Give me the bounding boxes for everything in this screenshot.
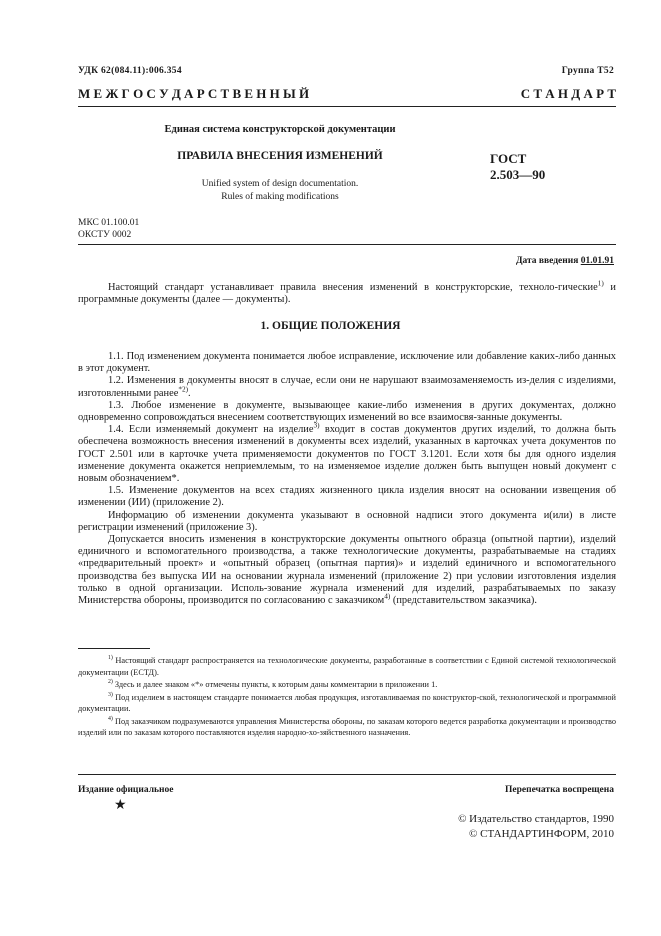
clause-1-5-info: Информацию об изменении документа указывают в основной надписи этого документа и(или) в листе регистрации изменений (приложение 3). [78, 509, 616, 533]
intro-date-label: Дата введения [515, 256, 579, 266]
intro-paragraph [78, 279, 616, 306]
title-rule [78, 244, 616, 245]
clause-1-2 [78, 375, 616, 399]
footnote-text: Здесь и далее знаком «*» отмечены пункты, к которым даны комментарии в приложении 1. [112, 680, 438, 689]
intro-date [516, 256, 614, 266]
footnote-ref: *2) [178, 385, 189, 394]
clause-1-2-text: 1.2. Изменения в документы вносят в случае, если они не нарушают взаимозаменяемость из-делия с изделиями, изготовленными ранее [78, 375, 616, 399]
header-rule [78, 106, 616, 107]
copyright-2010: © СТАНДАРТИНФОРМ, 2010 [469, 828, 614, 840]
clause-1-1: 1.1. Под изменением документа понимается любое исправление, исключение или добавление каких-либо данных в этот документ. [78, 351, 616, 375]
footnote-ref: 3) [313, 421, 320, 430]
clause-1-4 [78, 421, 616, 485]
standard-type [78, 86, 616, 102]
footnote-ref: 4) [384, 592, 391, 601]
english-title [0, 178, 560, 204]
clause-1-5-journal [78, 534, 616, 607]
footnote-mark: 2) [108, 679, 113, 686]
classification-codes [78, 217, 139, 241]
footnote-mark: 4) [108, 715, 113, 722]
intro-text: Настоящий стандарт устанавливает правила внесения изменений в конструкторские, техноло-гические [108, 282, 598, 293]
mks-code: МКС 01.100.01 [78, 218, 140, 228]
footnote-text: Под заказчиком подразумеваются управления Министерства обороны, по заказам которого ведется разработка документации и производство изделий или по заказам которого поставляются изделия народно-хо-зяйственного назначения. [78, 716, 616, 737]
section-body [78, 351, 616, 607]
okstu-code: ОКСТУ 0002 [78, 230, 132, 240]
footnotes [78, 655, 616, 740]
reprint-prohibited-label: Перепечатка воспрещена [504, 785, 614, 795]
clause-1-3: 1.3. Любое изменение в документе, вызывающее какие-либо изменения в других документах, должно одновременно сопровождаться внесением соответствующих изменений во все взаимосвя-занные документы. [78, 399, 616, 424]
official-edition-label: Издание официальное [78, 785, 174, 795]
clause-1-2-end: . [188, 387, 191, 399]
section-heading: 1. ОБЩИЕ ПОЛОЖЕНИЯ [260, 320, 401, 332]
footnote-2 [78, 679, 616, 691]
star-icon: ★ [114, 798, 127, 813]
footnote-4 [78, 716, 616, 739]
intro-text-end: и программные документы (далее — документы). [78, 282, 616, 306]
footnote-text: Настоящий стандарт распространяется на технологические документы, разработанные в соответствии с Единой системой технологической документации (ЕСТД). [78, 656, 616, 677]
group-code: Группа Т52 [561, 66, 614, 76]
clause-1-5: 1.5. Изменение документов на всех стадиях жизненного цикла изделия вносят на основании извещения об изменении (ИИ) (приложение 2). [78, 485, 616, 509]
copyright-1990: © Издательство стандартов, 1990 [458, 813, 614, 825]
intro-date-value: 01.01.91 [580, 256, 614, 266]
document-title: ПРАВИЛА ВНЕСЕНИЯ ИЗМЕНЕНИЙ [177, 150, 383, 162]
gost-number [490, 151, 545, 183]
footnote-1 [78, 655, 616, 678]
gost-code: 2.503—90 [490, 167, 546, 182]
standard-type-left: М Е Ж Г О С У Д А Р С Т В Е Н Н Ы Й [78, 86, 310, 101]
english-title-line2: Rules of making modifications [221, 192, 339, 202]
clause-1-4-end: входит в состав документов других изделий, то должна быть обеспечена возможность внесения изменений в документы всех изделий, указанных в карточках учета документов по ГОСТ 2.501 или в карточке учета применяемости документов по ГОСТ 3.1201. Если хотя бы для одного изделия изменение документа окажется неприемлемым, то на изменяемое изделие должен быть выпущен новый документ с новым обозначением*. [78, 424, 616, 485]
footnote-mark: 1) [108, 655, 113, 662]
gost-label: ГОСТ [490, 151, 527, 166]
system-title: Единая система конструкторской документации [164, 124, 396, 135]
udk-code: УДК 62(084.11):006.354 [78, 66, 182, 76]
footnote-text: Под изделием в настоящем стандарте понимается любая продукция, изготавливаемая по конструктор-ской, технологической и программной документации. [78, 692, 616, 713]
standard-type-right: С Т А Н Д А Р Т [520, 86, 616, 101]
footnote-ref: 1) [597, 279, 604, 288]
english-title-line1: Unified system of design documentation. [201, 179, 359, 189]
footnote-mark: 3) [108, 691, 113, 698]
footnote-3 [78, 692, 616, 715]
clause-1-5-journal-text: Допускается вносить изменения в конструкторские документы опытного образца (опытной партии), изделий единичного и вспомогательного производства, а также технологические документы, разрабатываемые на стадиях «предварительный проект» и «опытный образец (опытная партия)» и изделий единичного и вспомогательного производства без выпуска ИИ на основании журнала изменений (приложение 2) при условии изготовления изделия только в одной организации. Исполь-зование журнала изменений для изделий, разрабатываемых по заказу Министерства обороны, производится по согласованию с заказчиком [78, 534, 616, 607]
footnote-rule [78, 648, 150, 649]
clause-1-5-journal-end: (представительством заказчика). [390, 595, 537, 607]
footer-rule [78, 774, 616, 775]
clause-1-4-text: 1.4. Если изменяемый документ на изделие [108, 424, 314, 436]
